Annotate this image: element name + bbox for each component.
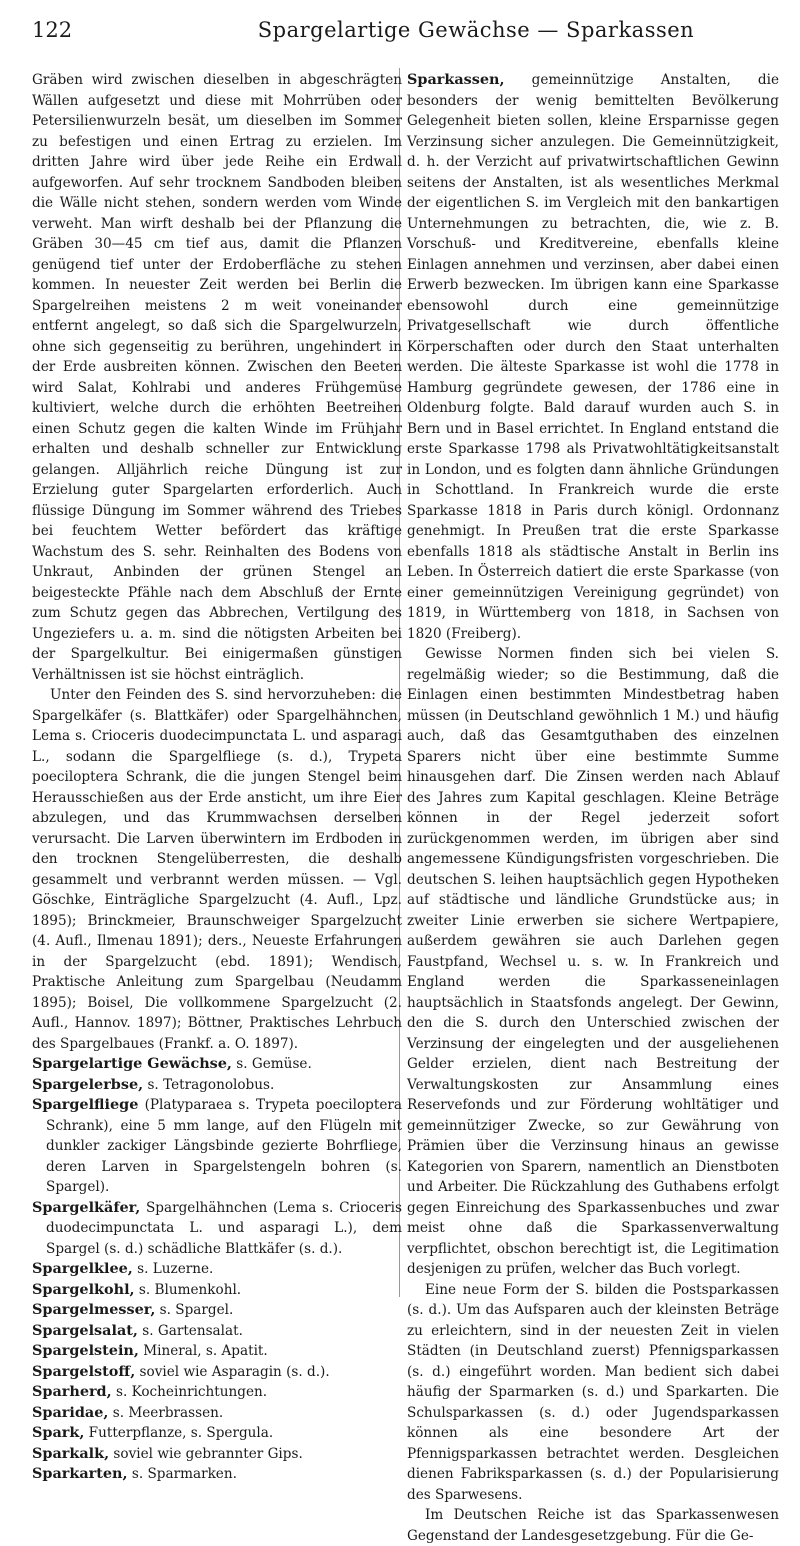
entry-text: s. Tetragonolobus. — [143, 1076, 275, 1093]
entry-headword: Spargelkäfer, — [32, 1198, 141, 1216]
entry-headword: Sparherd, — [32, 1383, 112, 1400]
entry-text: s. Blumenkohl. — [134, 1281, 242, 1298]
paragraph: Unter den Feinden des S. sind hervorzuheben: die Spargelkäfer (s. Blattkäfer) oder Spargelhähnchen, Lema s. Crioceris duodecimpunctata L. und asparagi L., sodann die Spargelfliege (s. d.), Trypeta poeciloptera Schrank, die die jungen Stengel beim Herausschießen aus der Erde ansticht, um ihre Eier abzulegen, und das Krummwachsen derselben verursacht. Die Larven überwintern im Erdboden in den trocknen Stengelüberresten, die deshalb gesammelt und verbrannt werden müssen. — Vgl. Göschke, Einträgliche Spargelzucht (4. Aufl., Lpz. 1895); Brinckmeier, Braunschweiger Spargelzucht (4. Aufl., Ilmenau 1891); ders., Neueste Erfahrungen in der Spargelzucht (ebd. 1891); Wendisch, Praktische Anleitung zum Spargelbau (Neudamm 1895); Boisel, Die vollkommene Spargelzucht (2. Aufl., Hannov. 1897); Böttner, Praktisches Lehrbuch des Spargelbaues (Frankf. a. O. 1897). — [32, 687, 402, 1052]
entry-text: s. Gartensalat. — [137, 1322, 243, 1339]
entry-headword: Spargelkohl, — [32, 1280, 135, 1298]
lexicon-entry — [32, 1362, 402, 1383]
lexicon-entry — [32, 1341, 402, 1362]
entry-text: s. Gemüse. — [231, 1056, 312, 1072]
entry-headword: Sparkarten, — [32, 1465, 128, 1482]
entry-text: Mineral, s. Apatit. — [138, 1343, 268, 1359]
lexicon-entry — [32, 1444, 402, 1465]
right-column — [407, 70, 779, 1546]
lexicon-entry — [32, 1259, 402, 1280]
paragraph — [407, 70, 779, 644]
entry-headword: Spargelstoff, — [32, 1362, 136, 1380]
entry-headword: Spargelmesser, — [32, 1301, 156, 1318]
lexicon-entry — [32, 1403, 402, 1424]
entry-text: gemeinnützige Anstalten, die besonders der wenig bemittelten Bevölkerung Gelegenheit bieten sollen, kleine Ersparnisse gegen Verzinsung sicher anzulegen. Die Gemeinnützigkeit, d. h. der Verzicht auf privatwirtschaftlichen Gewinn seitens der Anstalten, ist als wesentliches Merkmal der eigentlichen S. im Vergleich mit den bankartigen Unternehmungen zu betrachten, die, wie z. B. Vorschuß- und Kreditvereine, ebenfalls kleine Einlagen annehmen und verzinsen, aber dabei einen Erwerb bezwecken. Im übrigen kann eine Sparkasse ebensowohl durch eine gemeinnützige Privatgesellschaft wie durch öffentliche Körperschaften oder durch den Staat unterhalten werden. Die älteste Sparkasse ist wohl die 1778 in Hamburg gegründete gewesen, der 1786 eine in Oldenburg folgte. Bald darauf wurden auch S. in Bern und in Basel errichtet. In England entstand die erste Sparkasse 1798 als Privatwohltätigkeitsanstalt in London, und es folgten dann ähnliche Gründungen in Schottland. In Frankreich wurde die erste Sparkasse 1818 in Paris durch königl. Ordonnanz genehmigt. In Preußen trat die erste Sparkasse ebenfalls 1818 als städtische Anstalt in Berlin ins Leben. In Österreich datiert die erste Sparkasse (von einer gemeinnützigen Vereinigung gegründet) von 1819, in Württemberg von 1818, in Sachsen von 1820 (Freiberg). — [407, 72, 779, 642]
entry-headword: Spargelfliege — [32, 1096, 139, 1113]
entry-headword: Sparkassen, — [407, 71, 505, 88]
lexicon-entry — [32, 1321, 402, 1342]
entry-headword: Spargelsalat, — [32, 1321, 138, 1339]
entry-text: s. Spargel. — [155, 1302, 234, 1318]
entry-text: Spargelhähnchen (Lema s. Crioceris duodecimpunctata L. und asparagi L.), dem Spargel (s. d.) schädliche Blattkäfer (s. d.). — [46, 1199, 402, 1257]
lexicon-entry — [32, 1280, 402, 1301]
entry-headword: Spargelartige Gewächse, — [32, 1055, 232, 1072]
entry-list — [32, 1054, 402, 1485]
paragraph: Im Deutschen Reiche ist das Sparkassenwesen Gegenstand der Landesgesetzgebung. Für die Ge- — [407, 1507, 779, 1544]
entry-text: Futterpflanze, s. Spergula. — [84, 1425, 274, 1441]
entry-text: s. Luzerne. — [132, 1261, 214, 1277]
entry-headword: Sparidae, — [32, 1403, 109, 1421]
lexicon-entry — [32, 1095, 402, 1198]
paragraph: Gewisse Normen finden sich bei vielen S. regelmäßig wieder; so die Bestimmung, daß die Einlagen einen bestimmten Mindestbetrag haben müssen (in Deutschland gewöhnlich 1 M.) und häufig auch, daß das Gesamtguthaben des einzelnen Sparers nicht über eine bestimmte Summe hinausgehen darf. Die Zinsen werden nach Ablauf des Jahres zum Kapital geschlagen. Kleine Beträge können in der Regel jederzeit sofort zurückgenommen werden, im übrigen aber sind angemessene Kündigungsfristen vorgeschrieben. Die deutschen S. leihen hauptsächlich gegen Hypotheken auf städtische und ländliche Grundstücke aus; in zweiter Linie erwerben sie sichere Wertpapiere, außerdem gewähren sie auch Darlehen gegen Faustpfand, Wechsel u. s. w. In Frankreich und England werden die Sparkasseneinlagen hauptsächlich in Staatsfonds angelegt. Der Gewinn, den die S. durch den Unterschied zwischen der Verzinsung der eingelegten und der ausgeliehenen Gelder erzielen, dient nach Bestreitung der Verwaltungskosten zur Ansammlung eines Reservefonds und zur Förderung wohltätiger und gemeinnütziger Zwecke, so zur Gewährung von Prämien über die Verzinsung hinaus an gewisse Kategorien von Sparern, namentlich an Dienstboten und Arbeiter. Die Rückzahlung des Guthabens erfolgt gegen Einreichung des Sparkassenbuches und zwar meist ohne daß die Sparkassenverwaltung verpflichtet, obschon berechtigt ist, die Legitimation desjenigen zu prüfen, welcher das Buch vorlegt. — [407, 646, 779, 1277]
entry-text: soviel wie gebrannter Gips. — [109, 1445, 303, 1462]
lexicon-entry — [32, 1423, 402, 1444]
paragraph: Eine neue Form der S. bilden die Postsparkassen (s. d.). Um das Aufsparen auch der kleinsten Beträge zu erleichtern, sind in der neuesten Zeit in vielen Städten (in Deutschland zuerst) Pfennigsparkassen (s. d.) eingeführt worden. Man bedient sich dabei häufig der Sparmarken (s. d.) und Sparkarten. Die Schulsparkassen (s. d.) oder Jugendsparkassen können als eine besondere Art der Pfennigsparkassen betrachtet werden. Desgleichen dienen Fabriksparkassen (s. d.) der Popularisierung des Sparwesens. — [407, 1281, 779, 1503]
entry-text: s. Meerbrassen. — [108, 1404, 224, 1421]
left-column — [32, 70, 402, 1485]
lexicon-entry — [32, 1198, 402, 1260]
lexicon-entry — [32, 1464, 402, 1485]
entry-text: s. Sparmarken. — [127, 1466, 237, 1482]
entry-headword: Spargelklee, — [32, 1260, 133, 1277]
entry-text: (Platyparaea s. Trypeta poeciloptera Schrank), eine 5 mm lange, auf den Flügeln mit dunkler zackiger Längsbinde gezierte Bohrfliege, deren Larven in Spargelstengeln bohren (s. Spargel). — [46, 1097, 402, 1195]
lexicon-entry — [32, 1300, 402, 1321]
entry-headword: Spargelerbse, — [32, 1075, 144, 1093]
entry-headword: Sparkalk, — [32, 1444, 110, 1462]
page-number: 122 — [32, 18, 73, 42]
entry-text: s. Kocheinrichtungen. — [111, 1384, 268, 1400]
running-title: Spargelartige Gewächse — Sparkassen — [257, 18, 695, 42]
paragraph: Gräben wird zwischen dieselben in abgeschrägten Wällen aufgesetzt und diese mit Mohrrüben oder Petersilienwurzeln besät, um dieselben im Sommer zu befestigen und einen Ertrag zu erzielen. Im dritten Jahre wird über jede Reihe ein Erdwall aufgeworfen. Auf sehr trocknem Sandboden bleiben die Wälle nicht stehen, sondern werden vom Winde verweht. Man wirft deshalb bei der Pflanzung die Gräben 30—45 cm tief aus, damit die Pflanzen genügend tief unter der Erdoberfläche zu stehen kommen. In neuester Zeit werden bei Berlin die Spargelreihen meistens 2 m weit voneinander entfernt angelegt, so daß sich die Spargelwurzeln, ohne sich gegenseitig zu berühren, ungehindert in der Erde ausbreiten können. Zwischen den Beeten wird Salat, Kohlrabi und anderes Frühgemüse kultiviert, welche durch die erhöhten Beetreihen einen Schutz gegen die kalten Winde im Frühjahr erhalten und deshalb schneller zur Entwicklung gelangen. Alljährlich reiche Düngung ist zur Erzielung guter Spargelarten erforderlich. Auch flüssige Düngung im Sommer während des Triebes bei feuchtem Wetter befördert das kräftige Wachstum des S. sehr. Reinhalten des Bodens von Unkraut, Anbinden der grünen Stengel an beigesteckte Pfähle nach dem Abschluß der Ernte zum Schutz gegen das Abbrechen, Vertilgung des Ungeziefers u. a. m. sind die nötigsten Arbeiten bei der Spargelkultur. Bei einigermaßen günstigen Verhältnissen ist sie höchst einträglich. — [32, 72, 402, 683]
lexicon-entry — [32, 1054, 402, 1075]
entry-headword: Spark, — [32, 1424, 85, 1441]
entry-text: soviel wie Asparagin (s. d.). — [135, 1363, 330, 1380]
page-header — [32, 8, 770, 52]
lexicon-entry — [32, 1075, 402, 1096]
lexicon-entry — [32, 1382, 402, 1403]
entry-headword: Spargelstein, — [32, 1342, 139, 1359]
